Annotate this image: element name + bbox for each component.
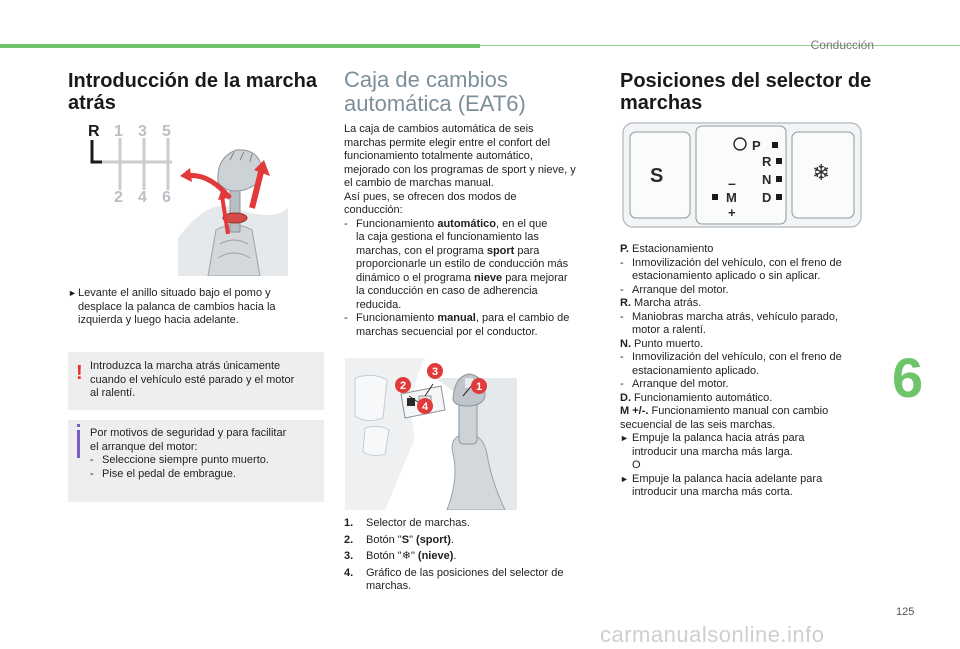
step-bullet-icon: ► (68, 288, 77, 298)
mode1-text-end: , en el que (496, 217, 548, 230)
arrow-bullet-icon: ► (620, 433, 629, 443)
position-row (620, 473, 876, 487)
info-dash: - (90, 454, 94, 466)
gear-pattern-diagram (82, 118, 182, 204)
gear-d: D (762, 190, 772, 205)
col3-title-line1: Posiciones del selector de (620, 70, 872, 92)
position-label: Funcionamiento manual con cambio (648, 405, 829, 417)
position-code: D. (620, 391, 631, 404)
sport-button-label: S (650, 165, 664, 187)
mode-manual (344, 312, 600, 339)
col1-step (68, 287, 324, 328)
legend-text: . (450, 533, 454, 546)
position-text: Arranque del motor. (632, 378, 729, 390)
position-label: Estacionamiento (628, 243, 714, 255)
callout-4: 4 (422, 401, 429, 413)
col2-intro (344, 123, 600, 339)
mode1-line-6: la conducción en caso de adherencia (356, 285, 538, 297)
dash-bullet: - (620, 283, 624, 296)
watermark: carmanualsonline.info (600, 622, 825, 647)
legend-strong: (sport) (416, 533, 451, 546)
intro-line-2: marchas permite elegir entre el confort del (344, 136, 551, 149)
callout-3: 3 (432, 366, 439, 378)
legend-strong: S (401, 533, 410, 546)
position-text: Empuje la palanca hacia adelante para (632, 472, 823, 485)
position-heading (620, 243, 713, 257)
gear-m: M (726, 190, 737, 205)
position-row (620, 284, 876, 298)
position-text: Inmovilización del vehículo, con el freno de (632, 351, 842, 363)
mode1-line-5c: para mejorar (502, 271, 568, 284)
legend-num: 1. (344, 517, 354, 529)
warning-icon: ! (76, 362, 83, 384)
col2-title-line1: Caja de cambios (344, 67, 508, 92)
position-row (620, 324, 876, 338)
position-row (620, 351, 876, 365)
col2-title (344, 68, 526, 116)
mode1-line-5a: dinámico o el programa (356, 271, 475, 284)
position-row (620, 297, 876, 311)
position-text: introducir una marcha más corta. (632, 486, 793, 498)
step-line-3: izquierda y luego hacia adelante. (78, 314, 239, 326)
position-code: N. (620, 337, 631, 350)
legend-item (344, 567, 600, 594)
position-row (620, 311, 876, 325)
mode2-text-end: , para el cambio de (475, 312, 570, 324)
position-row (620, 392, 876, 406)
indent-spacer (620, 486, 632, 500)
legend-item (344, 550, 600, 564)
gear-label-1: 1 (114, 123, 123, 140)
gear-minus: – (728, 175, 736, 191)
warning-box (68, 352, 324, 410)
position-text: Arranque del motor. (632, 283, 729, 296)
position-row (620, 257, 876, 271)
step-line-1: Levante el anillo situado bajo el pomo y (78, 287, 271, 299)
mode2-strong: manual (437, 312, 476, 324)
snowflake-icon: ❄ (401, 550, 411, 562)
intro-line-4: mejorado con los programas de sport y nieve, y (344, 163, 576, 176)
step-line-2: desplace la palanca de cambios hacia la (78, 300, 276, 313)
mode1-line-2: la caja gestiona el funcionamiento las (356, 231, 539, 243)
intro-line-1: La caja de cambios automática de seis (344, 123, 534, 135)
info-icon (77, 430, 80, 458)
automatic-selector-illustration (345, 358, 517, 510)
legend-list (344, 517, 600, 594)
section-title: Conducción (810, 38, 874, 52)
position-text: O (632, 459, 641, 471)
col3-positions (620, 243, 876, 500)
indent-spacer (620, 459, 632, 473)
mode2-line-2: marchas secuencial por el conductor. (356, 325, 538, 338)
dash-bullet: - (620, 378, 624, 390)
info-box (68, 420, 324, 502)
col1-title (68, 70, 317, 114)
position-text: introducir una marcha más larga. (632, 445, 793, 458)
indent-spacer (620, 324, 632, 338)
legend-strong: (nieve) (417, 550, 454, 562)
gear-label-2: 2 (114, 189, 123, 204)
intro-line-5: el cambio de marchas manual. (344, 177, 494, 189)
legend-text: . (453, 550, 457, 562)
position-row (620, 378, 876, 392)
legend-text: " (409, 533, 417, 546)
selector-control-panel (622, 122, 862, 228)
indent-spacer (620, 270, 632, 284)
legend-text: " (410, 550, 418, 562)
position-text: estacionamiento aplicado o sin aplicar. (632, 270, 821, 282)
mode-dash: - (344, 312, 348, 324)
legend-item (344, 534, 600, 548)
legend-text: Botón " (366, 533, 402, 546)
dash-bullet: - (620, 351, 624, 363)
position-code: P. (620, 243, 629, 255)
mode1-line-3c: para (514, 244, 540, 257)
warning-line-1: Introduzca la marcha atrás únicamente (90, 360, 281, 372)
gear-label-4: 4 (138, 189, 147, 204)
gear-label-3: 3 (138, 123, 147, 140)
gear-label-r: R (88, 123, 100, 140)
position-heading (620, 392, 772, 406)
mode-dash: - (344, 217, 348, 230)
intro-line-7: conducción: (344, 204, 403, 216)
position-row (620, 459, 876, 473)
gear-p: P (752, 138, 761, 153)
manual-gear-lever-illustration (178, 138, 288, 276)
mode1-strong: automático (437, 217, 497, 230)
page-number: 125 (896, 606, 915, 618)
legend-item (344, 517, 600, 531)
position-text: Inmovilización del vehículo, con el freno de (632, 256, 842, 269)
info-item-1: Seleccione siempre punto muerto. (102, 454, 269, 466)
position-row (620, 486, 876, 500)
position-row (620, 432, 876, 446)
col3-title-line2: marchas (620, 92, 703, 114)
mode1-sport: sport (486, 244, 515, 257)
position-heading (620, 405, 828, 419)
position-row (620, 365, 876, 379)
mode1-line-3a: marchas, con el programa (356, 244, 487, 257)
warning-line-2: cuando el vehículo esté parado y el motor (90, 373, 295, 386)
gear-plus: + (728, 205, 736, 220)
dash-bullet: - (620, 310, 624, 323)
mode2-text: Funcionamiento (356, 312, 438, 324)
legend-text: Gráfico de las posiciones del selector de (366, 566, 564, 579)
position-row (620, 243, 876, 257)
mode1-nieve: nieve (474, 271, 503, 284)
legend-text: Botón " (366, 550, 402, 562)
indent-spacer (620, 446, 632, 460)
header-rule (480, 45, 960, 46)
position-row (620, 338, 876, 352)
info-item-2: Pise el pedal de embrague. (102, 467, 236, 480)
position-code: R. (620, 297, 631, 309)
chapter-number: 6 (892, 346, 924, 409)
gear-label-6: 6 (162, 189, 171, 204)
gear-label-5: 5 (162, 123, 171, 140)
callout-1: 1 (476, 381, 483, 393)
callout-2: 2 (400, 380, 407, 392)
position-row (620, 446, 876, 460)
position-code: M +/-. (620, 405, 649, 417)
intro-line-6: Así pues, se ofrecen dos modos de (344, 190, 517, 203)
intro-line-3: funcionamiento totalmente automático, (344, 150, 533, 162)
mode1-line-4: proporcionarle un estilo de conducción más (356, 258, 569, 270)
position-text: motor a ralentí. (632, 324, 706, 336)
info-line-1: Por motivos de seguridad y para facilitar (90, 427, 287, 439)
position-heading (620, 338, 703, 352)
position-heading (620, 297, 701, 311)
position-row (620, 270, 876, 284)
position-text: secuencial de las seis marchas. (620, 418, 776, 431)
header-accent-bar (0, 44, 480, 48)
col3-title (620, 70, 871, 114)
position-text: estacionamiento aplicado. (632, 364, 760, 377)
col2-title-line2: automática (EAT6) (344, 91, 526, 116)
snow-mode-icon: ❄ (812, 161, 831, 186)
gear-n: N (762, 172, 772, 187)
position-row (620, 419, 876, 433)
legend-text: marchas. (366, 580, 412, 592)
info-line-2: el arranque del motor: (90, 440, 198, 453)
col1-title-line2: atrás (68, 92, 116, 114)
position-text: Empuje la palanca hacia atrás para (632, 432, 805, 444)
arrow-bullet-icon: ► (620, 473, 629, 484)
legend-num: 3. (344, 550, 354, 562)
mode1-line-7: reducida. (356, 298, 402, 311)
position-label: Funcionamiento automático. (631, 391, 773, 404)
position-row (620, 405, 876, 419)
legend-num: 4. (344, 566, 354, 579)
col1-title-line1: Introducción de la marcha (68, 70, 317, 92)
position-text: Maniobras marcha atrás, vehículo parado, (632, 310, 839, 323)
position-label: Punto muerto. (631, 337, 704, 350)
legend-text: Selector de marchas. (366, 517, 470, 529)
position-label: Marcha atrás. (631, 297, 702, 309)
legend-num: 2. (344, 533, 354, 546)
mode-automatic (344, 218, 600, 313)
info-dash: - (90, 467, 94, 480)
dash-bullet: - (620, 256, 624, 269)
mode1-text: Funcionamiento (356, 217, 438, 230)
indent-spacer (620, 365, 632, 379)
gear-r: R (762, 154, 772, 169)
warning-line-3: al ralentí. (90, 387, 136, 399)
